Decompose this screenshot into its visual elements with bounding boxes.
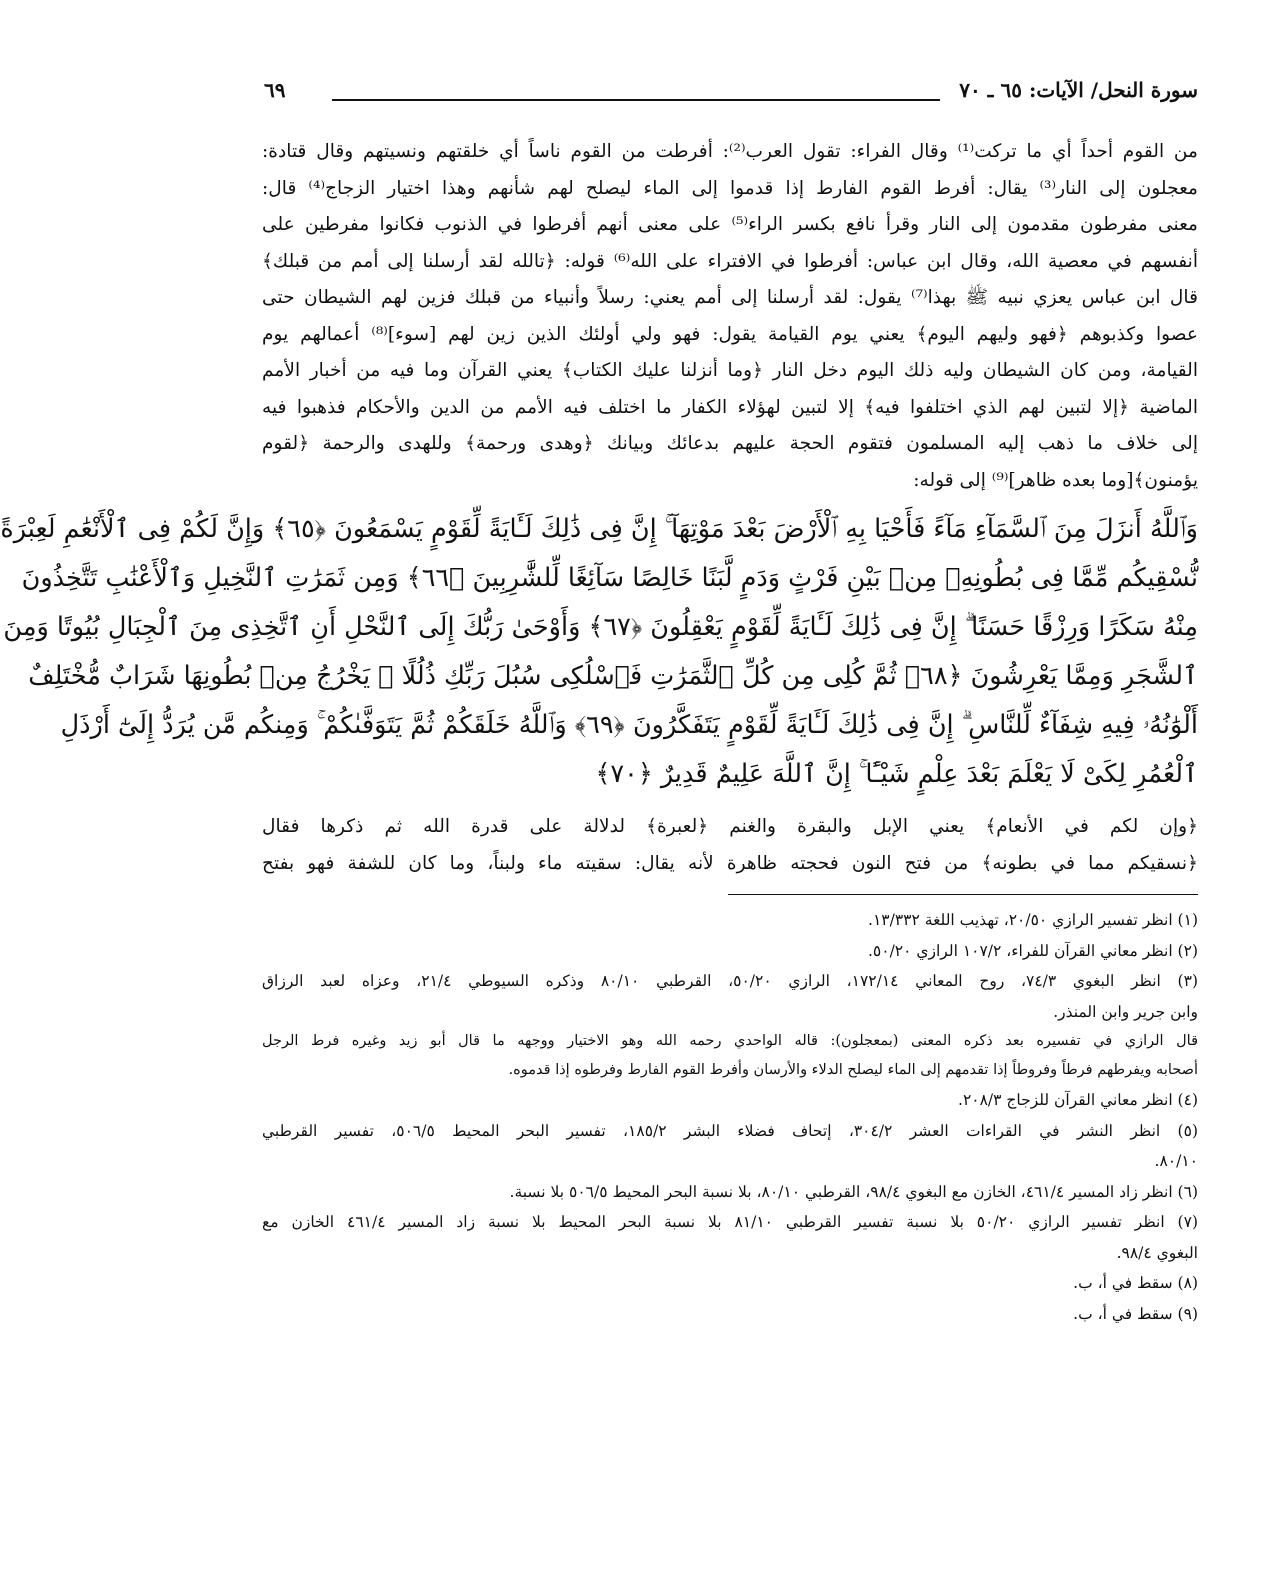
- text-line: من القوم أحداً أي ما تركت⁽¹⁾ وقال الفراء: تقول العرب⁽²⁾: أفرطت من القوم ناساً أي خلقتهم ونسيتهم وقال قتادة:: [262, 141, 1199, 162]
- text-line: معنى مفرطون مقدمون إلى النار وقرأ نافع بكسر الراء⁽⁵⁾ على معنى أنهم أفرطوا في الذنوب فكانوا مفرطين على: [262, 214, 1199, 235]
- verse-line: أَلْوَٰنُهُۥ فِيهِ شِفَآءٌ لِّلنَّاسِ ۗ إِنَّ فِى ذَٰلِكَ لَـَٔايَةً لِّقَوْمٍ يَتَفَكَّرُونَ ﴿٦٩﴾ وَٱللَّهُ خَلَقَكُمْ ثُمَّ يَتَوَفَّىٰكُمْ ۚ وَمِنكُم مَّن يُرَدُّ إِلَىٰٓ أَرْذَلِ: [60, 710, 1198, 740]
- footnote-line: ٨٠/١٠.: [1154, 1152, 1198, 1170]
- text-line: أنفسهم في معصية الله، وقال ابن عباس: أفرطوا في الافتراء على الله⁽⁶⁾ قوله: ﴿تالله لقد أرسلنا إلى أمم من قبلك﴾: [262, 250, 1198, 272]
- verse-line: ٱلشَّجَرِ وَمِمَّا يَعْرِشُونَ ﴿٦٨﴾ ثُمَّ كُلِى مِن كُلِّ ٱلثَّمَرَٰتِ فَٱسْلُكِى سُبُلَ رَبِّكِ ذُلُلًا ۚ يَخْرُجُ مِنۢ بُطُونِهَا شَرَابٌ مُّخْتَلِفٌ: [28, 661, 1198, 691]
- text-line: القيامة، ومن كان الشيطان وليه ذلك اليوم دخل النار ﴿وما أنزلنا عليك الكتاب﴾ يعني القرآن وما فيه من أخبار الأمم: [262, 360, 1198, 381]
- footnote-line: (٢) انظر معاني القرآن للفراء، ١٠٧/٢ الرازي ٥٠/٢٠.: [867, 941, 1198, 960]
- footnote-line: (٥) انظر النشر في القراءات العشر ٣٠٤/٢، إتحاف فضلاء البشر ١٨٥/٢، تفسير البحر المحيط ٥٠٦/٥، تفسير القرطبي: [262, 1121, 1198, 1140]
- page-number: ٦٩: [264, 78, 286, 102]
- text-line: قال ابن عباس يعزي نبيه ﷺ بهذا⁽⁷⁾ يقول: لقد أرسلنا إلى أمم يعني: رسلاً وأنبياء من قبلك فزين لهم الشيطان حتى: [262, 287, 1198, 308]
- footnote-line: (٤) انظر معاني القرآن للزجاج ٢٠٨/٣.: [958, 1091, 1198, 1109]
- text-line: معجلون إلى النار⁽³⁾ يقال: أفرط القوم الفارط إذا قدموا إلى الماء ليصلح لهم شأنهم وهذا اختيار الزجاج⁽⁴⁾ قال:: [262, 177, 1198, 199]
- text-line: إلى خلاف ما ذهب إليه المسلمون فتقوم الحجة عليهم بدعائك وبيانك ﴿وهدى ورحمة﴾ وللهدى والرحمة ﴿لقوم: [262, 433, 1198, 454]
- footnote-line: أصحابه ويفرطهم فرطاً وفروطاً إذا تقدمهم إلى الماء ليصلح الدلاء والأرسان وأفرط القوم الفارط وفرطوه إذا قدموه.: [508, 1062, 1198, 1078]
- footnote-line: (٦) انظر زاد المسير ٤٦١/٤، الخازن مع البغوي ٩٨/٤، القرطبي ٨٠/١٠، بلا نسبة البحر المحيط ٥٠٦/٥ بلا نسبة.: [509, 1182, 1198, 1201]
- footnote-line: (١) انظر تفسير الرازي ٢٠/٥٠، تهذيب اللغة ١٣/٣٣٢.: [868, 911, 1198, 929]
- verse-line: وَٱللَّهُ أَنزَلَ مِنَ ٱلسَّمَآءِ مَآءً فَأَحْيَا بِهِ ٱلْأَرْضَ بَعْدَ مَوْتِهَآ ۚ إِنَّ فِى ذَٰلِكَ لَـَٔايَةً لِّقَوْمٍ يَسْمَعُونَ ﴿٦٥﴾ وَإِنَّ لَكُمْ فِى ٱلْأَنْعَٰمِ لَعِبْرَةً: [0, 514, 1198, 544]
- page-header: [262, 78, 1198, 112]
- text-line: يؤمنون﴾[وما بعده ظاهر]⁽⁹⁾ إلى قوله:: [913, 469, 1198, 491]
- quran-verses: [0, 505, 1198, 799]
- footnote-line: البغوي ٩٨/٤.: [1116, 1243, 1198, 1262]
- footnote-line: قال الرازي في تفسيره بعد ذكره المعنى (بمعجلون): قاله الواحدي رحمه الله وهو الاختيار ووجهه ما قال أبو زيد وغيره فرط الرجل: [262, 1033, 1198, 1049]
- footnote-line: (٨) سقط في أ، ب.: [1073, 1274, 1198, 1292]
- text-line: ﴿وإن لكم في الأنعام﴾ يعني الإبل والبقرة والغنم ﴿لعبرة﴾ لدلالة على قدرة الله ثم ذكرها فقال: [262, 816, 1198, 837]
- text-line: عصوا وكذبوهم ﴿فهو وليهم اليوم﴾ يعني يوم القيامة يقول: فهو ولي أولئك الذين زين لهم [سوء]⁽⁸⁾ أعمالهم يوم: [262, 323, 1198, 345]
- footnote-line: (٩) سقط في أ، ب.: [1073, 1304, 1198, 1323]
- verse-line: ٱلْعُمُرِ لِكَىْ لَا يَعْلَمَ بَعْدَ عِلْمٍ شَيْـًٔا ۚ إِنَّ ٱللَّهَ عَلِيمٌ قَدِيرٌ ﴿٧٠﴾: [595, 759, 1198, 789]
- running-title: سورة النحل/ الآيات: ٦٥ ـ ٧٠: [959, 78, 1198, 102]
- text-line: الماضية ﴿إلا لتبين لهم الذي اختلفوا فيه﴾ إلا لتبين لهؤلاء الكفار ما اختلف فيه الأمم من الدين والأحكام فذهبوا فيه: [262, 396, 1198, 418]
- header-rule: [332, 99, 940, 101]
- commentary-paragraph: [262, 134, 1198, 499]
- verse-line: نُّسْقِيكُم مِّمَّا فِى بُطُونِهِۦ مِنۢ بَيْنِ فَرْثٍ وَدَمٍ لَّبَنًا خَالِصًا سَآئِغًا لِّلشَّٰرِبِينَ ﴿٦٦﴾ وَمِن ثَمَرَٰتِ ٱلنَّخِيلِ وَٱلْأَعْنَٰبِ تَتَّخِذُونَ: [21, 563, 1198, 593]
- commentary-paragraph-2: [262, 809, 1198, 882]
- text-line: ﴿نسقيكم مما في بطونه﴾ من فتح النون فحجته ظاهرة لأنه يقال: سقيته ماء ولبناً، وما كان للشفة فهو بفتح: [262, 852, 1198, 874]
- footnote-rule: [728, 894, 1198, 895]
- footnote-line: (٣) انظر البغوي ٧٤/٣، روح المعاني ١٧٢/١٤، الرازي ٥٠/٢٠، القرطبي ٨٠/١٠ وذكره السيوطي ٢١/٤، وعزاه لعبد الرزاق: [262, 972, 1198, 990]
- footnotes: [262, 905, 1198, 1329]
- verse-line: مِنْهُ سَكَرًا وَرِزْقًا حَسَنًا ۗ إِنَّ فِى ذَٰلِكَ لَـَٔايَةً لِّقَوْمٍ يَعْقِلُونَ ﴿٦٧﴾ وَأَوْحَىٰ رَبُّكَ إِلَى ٱلنَّحْلِ أَنِ ٱتَّخِذِى مِنَ ٱلْجِبَالِ بُيُوتًا وَمِنَ: [3, 612, 1198, 642]
- footnote-line: (٧) انظر تفسير الرازي ٥٠/٢٠ بلا نسبة تفسير القرطبي ٨١/١٠ بلا نسبة البحر المحيط بلا نسبة زاد المسير ٤٦١/٤ الخازن مع: [262, 1213, 1198, 1231]
- footnote-line: وابن جرير وابن المنذر.: [1053, 1002, 1198, 1021]
